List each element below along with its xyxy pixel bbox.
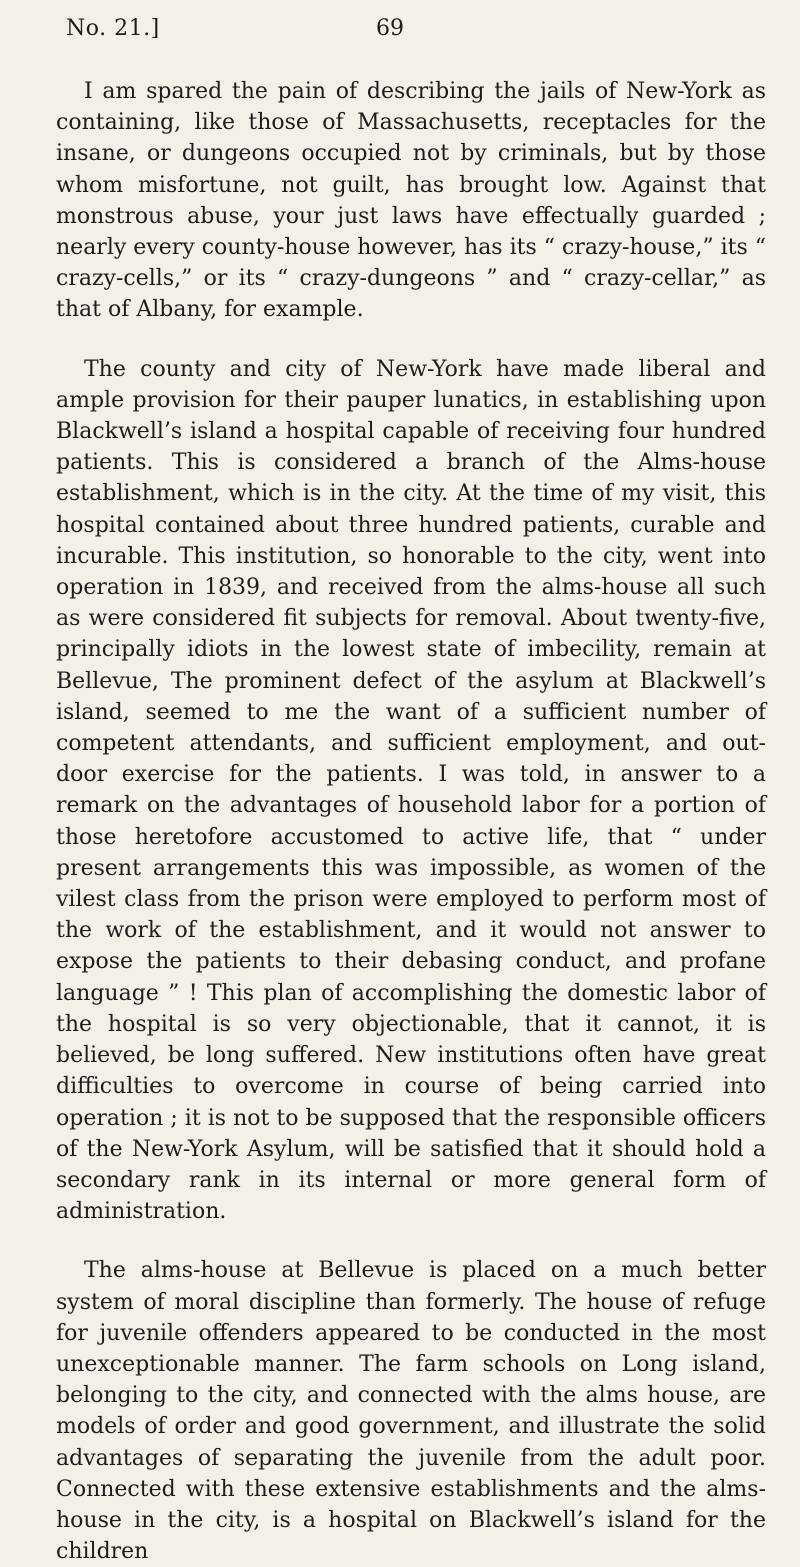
issue-number: No. 21.] <box>66 16 160 41</box>
running-head <box>56 10 766 48</box>
paragraph-jails: I am spared the pain of describing the jails of New-York as containing, like those of Massachusetts, receptacles for the insane, or dungeons occupied not by criminals, but by those whom misfortune, not guilt, has brought low. Against that monstrous abuse, your just laws have effectually guarded ; nearly every county-house however, has its “ crazy-house,” its “ crazy-cells,” or its “ crazy-dungeons ” and “ crazy-cellar,” as that of Albany, for example. <box>56 79 766 323</box>
body-text <box>56 76 766 1567</box>
paragraph-bellevue: The alms-house at Bellevue is placed on a much better system of moral discipline than formerly. The house of refuge for juvenile offenders appeared to be conducted in the most unexceptionable manner. The farm schools on Long island, belonging to the city, and connected with the alms house, are models of order and good government, and illustrate the solid advantages of separating the juvenile from the adult poor. Connected with these extensive establishments and the almshouse in the city, is a hospital on Blackwell’s island for the children <box>56 1258 766 1565</box>
paragraph-blackwells-island: The county and city of New-York have made liberal and ample provision for their pauper lunatics, in establishing upon Blackwell’s island a hospital capable of receiving four hundred patients. This is considered a branch of the Alms-house establishment, which is in the city. At the time of my visit, this hospital contained about three hundred patients, curable and incurable. This institution, so honorable to the city, went into operation in 1839, and received from the alms-house all such as were considered fit subjects for removal. About twenty-five, principally idiots in the lowest state of imbecility, remain at Bellevue, The prominent defect of the asylum at Blackwell’s island, seemed to me the want of a sufficient number of competent attendants, and sufficient employment, and out-door exercise for the patients. I was told, in answer to a remark on the advantages of household labor for a portion of those heretofore accustomed to active life, that “ under present arrangements this was impossible, as women of the vilest class from the prison were employed to perform most of the work of the establishment, and it would not answer to expose the patients to their debasing conduct, and profane language ” ! This plan of accomplishing the domestic labor of the hospital is so very objectionable, that it cannot, it is believed, be long suffered. New institutions often have great difficulties to overcome in course of being carried into operation ; it is not to be supposed that the responsible officers of the New-York Asylum, will be satisfied that it should hold a secondary rank in its internal or more general form of administration. <box>56 356 766 1225</box>
page-number: 69 <box>376 16 404 41</box>
